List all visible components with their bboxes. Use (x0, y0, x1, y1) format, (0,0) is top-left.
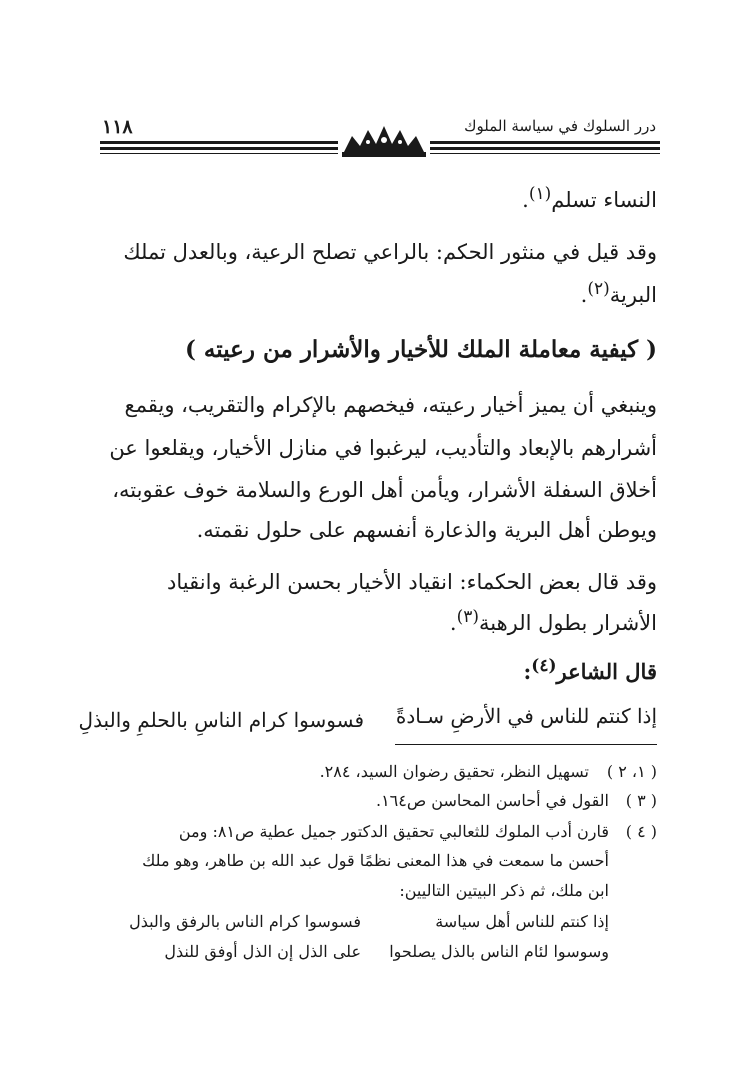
poet-intro: قال الشاعر$^{(٤)}$: (523, 656, 657, 684)
section-heading: ( كيفية معاملة الملك للأخيار والأشرار من رعيته ) (185, 336, 657, 363)
footnote-ref: (١) (528, 184, 552, 204)
footnote-ref: (٢) (587, 279, 610, 299)
body-line: أشرارهم بالإبعاد والتأديب، ليرغبوا في منازل الأخيار، ويقلعوا عن (109, 436, 657, 460)
running-title: درر السلوك في سياسة الملوك (464, 117, 656, 135)
crown-ornament-icon (338, 122, 430, 160)
footnote-text: قارن أدب الملوك للثعالبي تحقيق الدكتور جميل عطية ص٨١: ومن (178, 822, 609, 841)
body-text: البرية (609, 283, 657, 307)
verse-second-hemistich: فسوسوا كرام الناسِ بالحلمِ والبذلِ (78, 708, 364, 732)
footnote-text: تسهيل النظر، تحقيق رضوان السيد، ٢٨٤. (319, 762, 589, 781)
body-text: وقد قيل في منثور الحكم: بالراعي تصلح الرعية، وبالعدل تملك (123, 240, 657, 264)
body-text: النساء تسلم (551, 188, 657, 212)
body-line: وينبغي أن يميز أخيار رعيته، فيخصهم بالإكرام والتقريب، ويقمع (124, 393, 657, 417)
footnote-text: القول في أحاسن المحاسن ص١٦٤. (375, 791, 609, 810)
body-line: النساء تسلم$^{(١)}$. (522, 184, 657, 212)
body-line: البرية$^{(٢)}$. (580, 279, 657, 307)
body-line: أخلاق السفلة الأشرار، ويأمن أهل الورع والسلامة خوف عقوبته، (112, 478, 657, 502)
footnote-verse-hemistich: وسوسوا لئام الناس بالذل يصلحوا (389, 942, 609, 961)
body-text: الأشرار بطول الرهبة (479, 611, 657, 635)
footnote-text: أحسن ما سمعت في هذا المعنى نظمًا قول عبد الله بن طاهر، وهو ملك (142, 851, 609, 870)
footnote-separator (395, 744, 657, 745)
footnote-text: ابن ملك، ثم ذكر البيتين التاليين: (399, 881, 609, 900)
body-line (123, 240, 657, 264)
footnote-verse-hemistich: على الذل إن الذل أوفق للنذل (164, 942, 361, 961)
body-line: وقد قال بعض الحكماء: انقياد الأخيار بحسن الرغبة وانقياد (167, 570, 657, 594)
page-number: ١١٨ (102, 116, 133, 138)
poet-label: قال الشاعر (556, 659, 657, 684)
footnote-verse-hemistich: فسوسوا كرام الناس بالرفق والبذل (129, 912, 361, 931)
body-line: الأشرار بطول الرهبة$^{(٣)}$. (449, 607, 657, 635)
footnote-number: ( ٣ ) (625, 791, 657, 810)
page-header (100, 116, 660, 162)
footnote-verse-hemistich: إذا كنتم للناس أهل سياسة (435, 912, 609, 931)
footnote-number: ( ١، ٢ ) (606, 762, 657, 781)
footnote-number: ( ٤ ) (625, 822, 657, 841)
body-line: ويوطن أهل البرية والذعارة أنفسهم على حلول نقمته. (196, 518, 657, 542)
verse-first-hemistich: إذا كنتم للناس في الأرضِ سـادةً (395, 704, 657, 728)
footnote-ref: (٣) (456, 607, 479, 627)
footnote-ref: (٤) (531, 656, 557, 676)
